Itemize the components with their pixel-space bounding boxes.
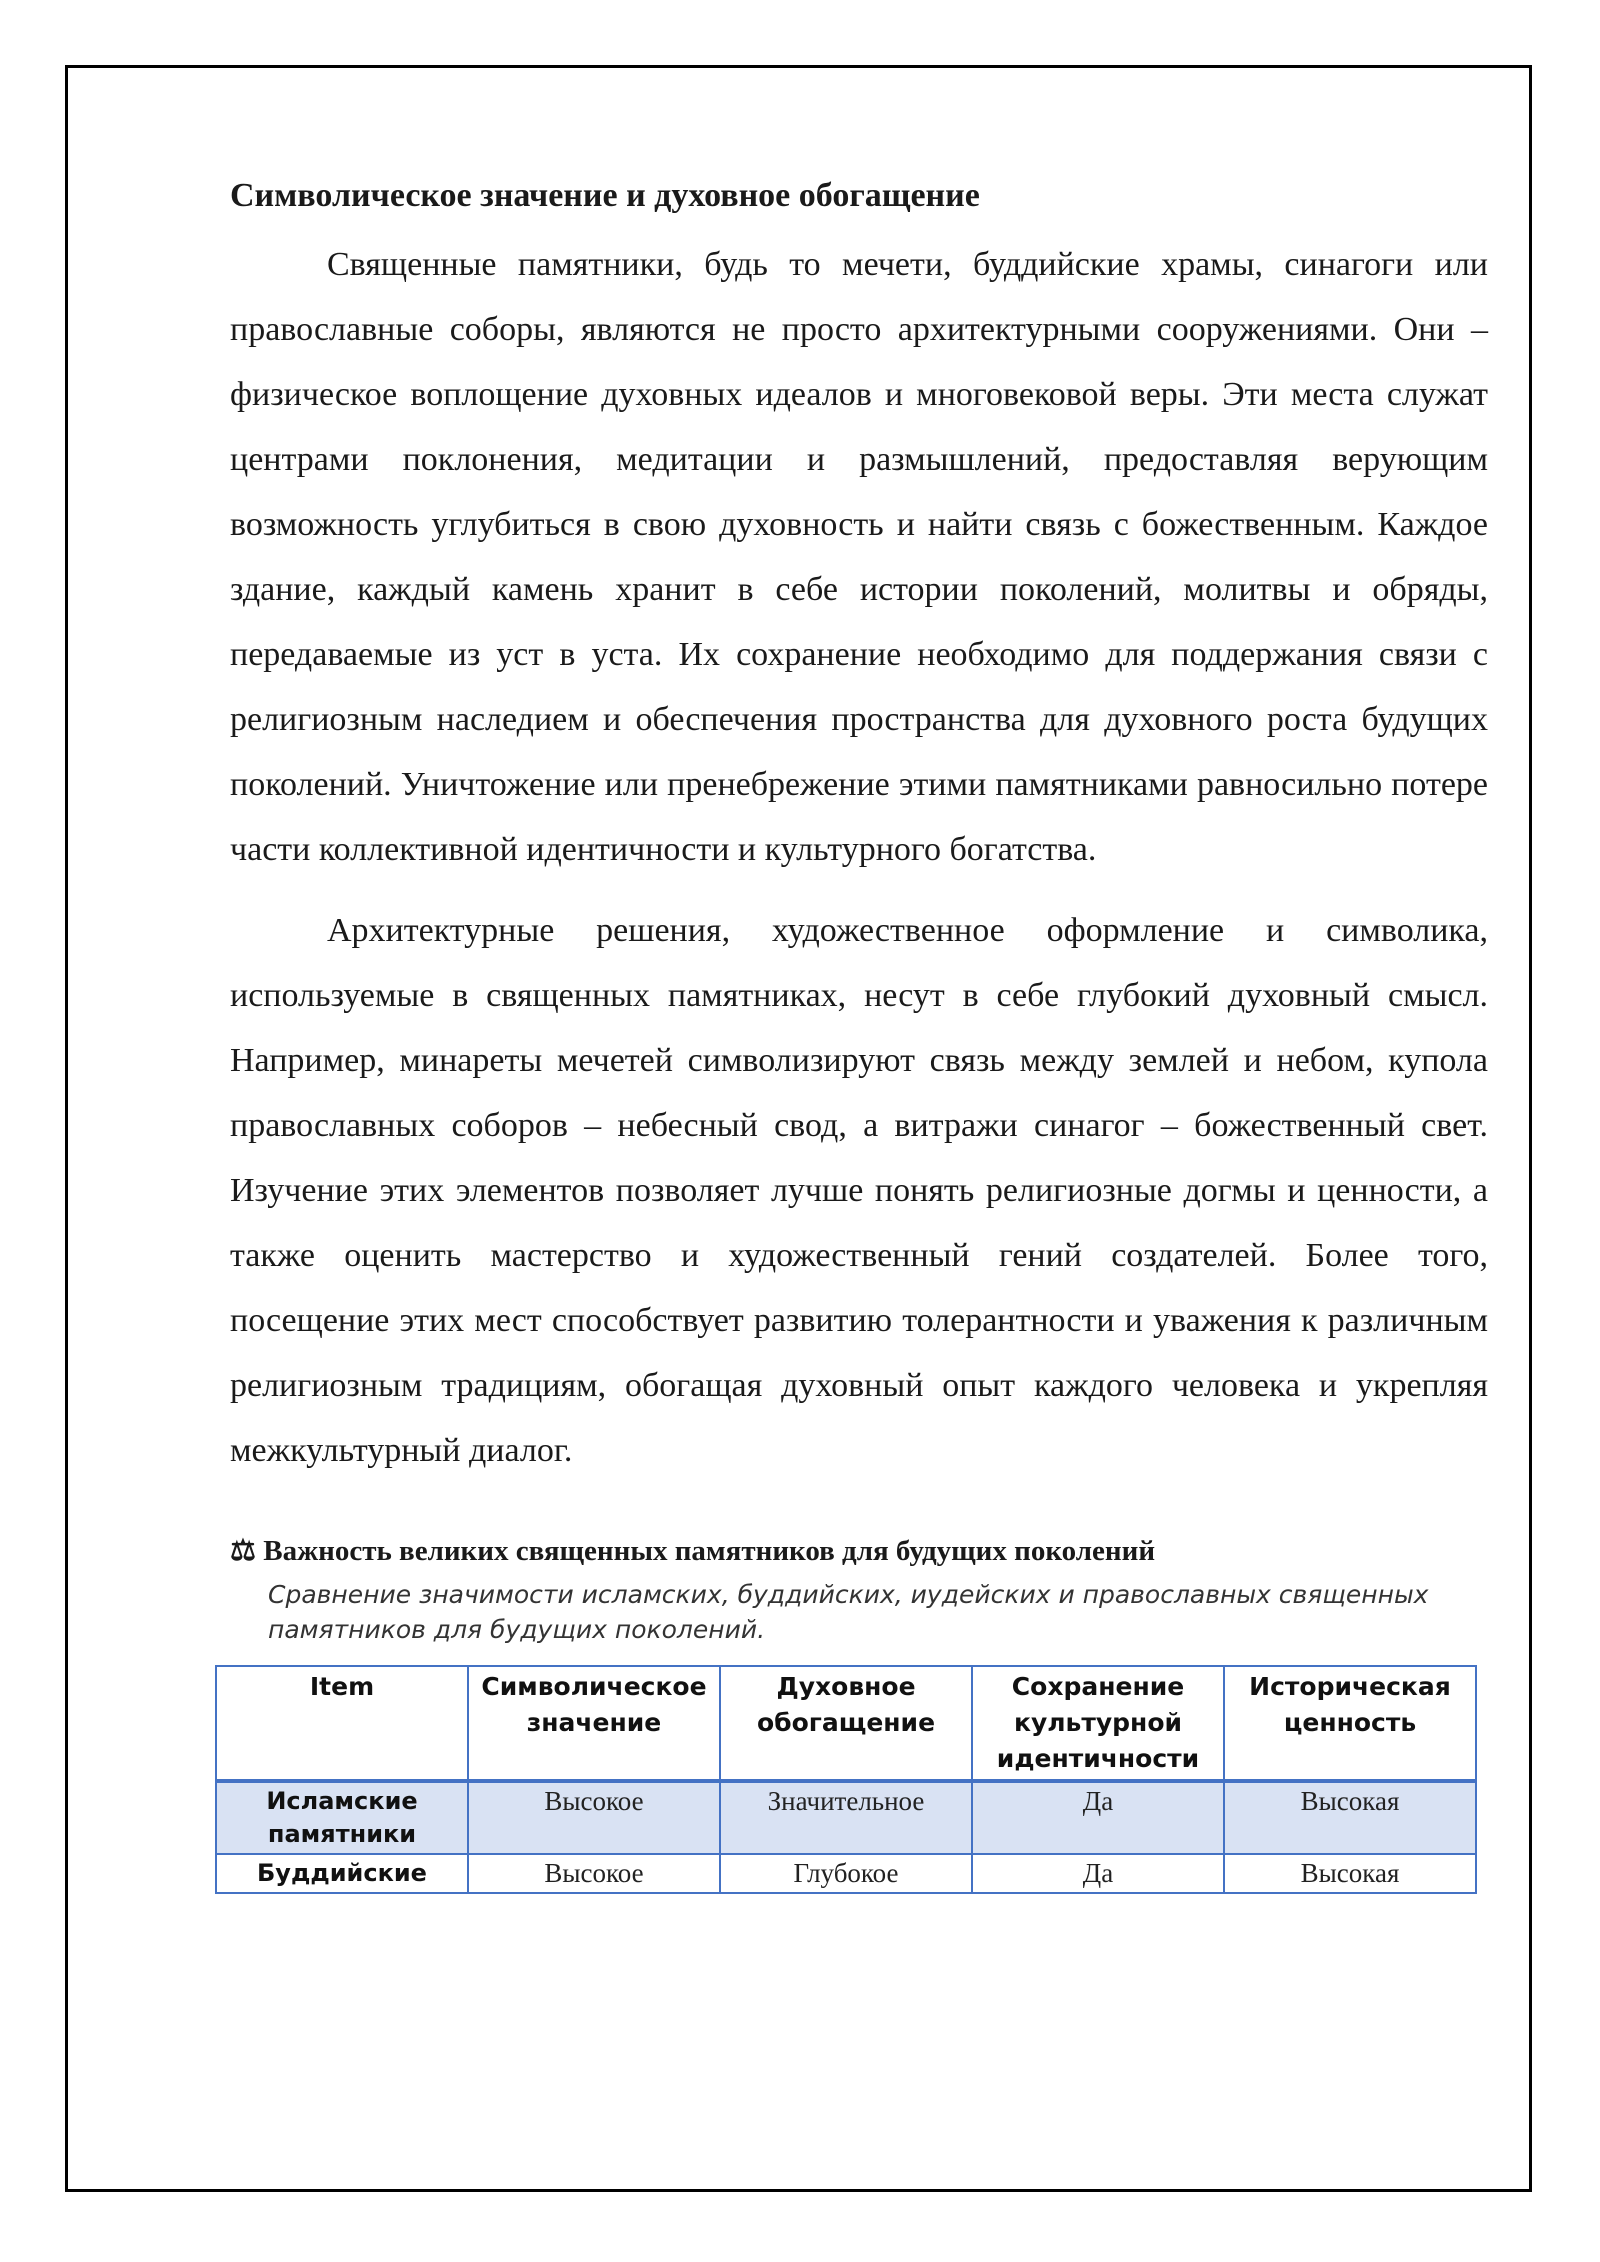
header-cultural-identity: Сохранение культурной идентичности (972, 1666, 1224, 1781)
table-row (216, 1854, 1476, 1893)
table-cell: Значительное (720, 1781, 972, 1854)
table-cell: Да (972, 1781, 1224, 1854)
table-cell: Исламские памятники (216, 1781, 468, 1854)
header-spiritual-enrichment: Духовное обогащение (720, 1666, 972, 1781)
table-row (216, 1781, 1476, 1854)
scales-icon: ⚖ (230, 1535, 256, 1567)
table-cell: Высокая (1224, 1781, 1476, 1854)
table-cell: Да (972, 1854, 1224, 1893)
table-caption: Сравнение значимости исламских, буддийских, иудейских и православных священных памятников для будущих поколений. (268, 1580, 1429, 1644)
table-header-row (216, 1666, 1476, 1781)
table-cell: Глубокое (720, 1854, 972, 1893)
section-heading: Символическое значение и духовное обогащение (230, 177, 980, 214)
header-item: Item (216, 1666, 468, 1781)
paragraph-2: Архитектурные решения, художественное оформление и символика, используемые в священных памятниках, несут в себе глубокий духовный смысл. Например, минареты мечетей символизируют связь между землей и небом, купола православных соборов – небесный свод, а витражи синагог – божественный свет. Изучение этих элементов позволяет лучше понять религиозные догмы и ценности, а также оценить мастерство и художественный гений создателей. Более того, посещение этих мест способствует развитию толерантности и уважения к различным религиозным традициям, обогащая духовный опыт каждого человека и укрепляя межкультурный диалог. (230, 912, 1488, 1469)
table-cell: Высокое (468, 1854, 720, 1893)
table-cell: Высокое (468, 1781, 720, 1854)
comparison-table (215, 1665, 1477, 1894)
header-symbolic-meaning: Символическое значение (468, 1666, 720, 1781)
table-title-text: Важность великих священных памятников для будущих поколений (263, 1535, 1156, 1567)
table-cell: Буддийские (216, 1854, 468, 1893)
header-historical-value: Историческая ценность (1224, 1666, 1476, 1781)
document-content (230, 170, 1488, 1894)
table-title (230, 1529, 1488, 1573)
table-cell: Высокая (1224, 1854, 1476, 1893)
paragraph-1: Священные памятники, будь то мечети, буддийские храмы, синагоги или православные соборы, являются не просто архитектурными сооружениями. Они – физическое воплощение духовных идеалов и многовековой веры. Эти места служат центрами поклонения, медитации и размышлений, предоставляя верующим возможность углубиться в свою духовность и найти связь с божественным. Каждое здание, каждый камень хранит в себе истории поколений, молитвы и обряды, передаваемые из уст в уста. Их сохранение необходимо для поддержания связи с религиозным наследием и обеспечения пространства для духовного роста будущих поколений. Уничтожение или пренебрежение этими памятниками равносильно потере части коллективной идентичности и культурного богатства. (230, 246, 1488, 868)
